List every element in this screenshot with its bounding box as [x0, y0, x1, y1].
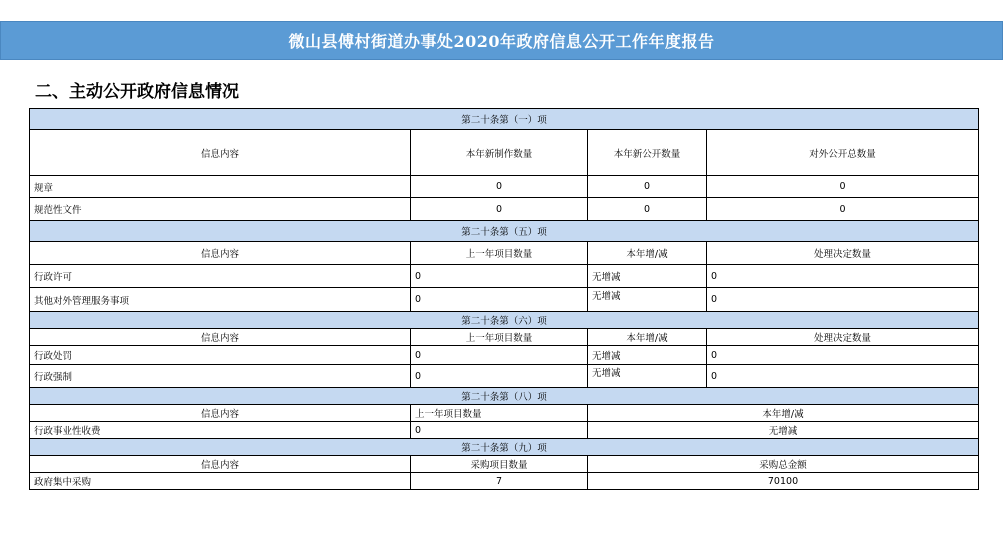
cell-value: 0: [707, 288, 979, 312]
section-row-art20-9: [30, 439, 979, 456]
header-cell: 上一年项目数量: [411, 329, 588, 346]
row-label: 行政许可: [30, 265, 411, 288]
cell-value: 0: [411, 198, 588, 221]
table-row: [30, 288, 979, 312]
row-label: 政府集中采购: [30, 473, 411, 490]
header-cell: 采购项目数量: [411, 456, 588, 473]
section-title: 第二十条第（九）项: [30, 439, 979, 456]
cell-value: 无增减: [588, 346, 707, 365]
cell-value: 无增减: [588, 265, 707, 288]
report-title: 微山县傅村街道办事处2020年政府信息公开工作年度报告: [288, 32, 715, 51]
cell-value: 70100: [588, 473, 979, 490]
cell-value: 0: [707, 346, 979, 365]
header-cell: 处理决定数量: [707, 242, 979, 265]
header-cell: 采购总金额: [588, 456, 979, 473]
disclosure-table: [29, 108, 979, 490]
header-cell: 本年新制作数量: [411, 130, 588, 176]
row-label: 规章: [30, 176, 411, 198]
row-label: 行政事业性收费: [30, 422, 411, 439]
section-row-art20-6: [30, 312, 979, 329]
row-label: 规范性文件: [30, 198, 411, 221]
cell-value: 0: [707, 198, 979, 221]
cell-value: 0: [707, 265, 979, 288]
header-cell: 本年增/减: [588, 329, 707, 346]
section-title: 第二十条第（五）项: [30, 221, 979, 242]
table-row: [30, 346, 979, 365]
header-cell: 信息内容: [30, 329, 411, 346]
row-label: 其他对外管理服务事项: [30, 288, 411, 312]
cell-value: 0: [411, 265, 588, 288]
row-label: 行政处罚: [30, 346, 411, 365]
header-row: [30, 329, 979, 346]
cell-value: 0: [588, 198, 707, 221]
header-row: [30, 456, 979, 473]
cell-value: 7: [411, 473, 588, 490]
header-cell: 本年增/减: [588, 405, 979, 422]
header-cell: 本年新公开数量: [588, 130, 707, 176]
header-cell: 处理决定数量: [707, 329, 979, 346]
header-cell: 上一年项目数量: [411, 242, 588, 265]
cell-value: 0: [411, 365, 588, 388]
section-row-art20-1: [30, 109, 979, 130]
table-row: [30, 176, 979, 198]
cell-value: 无增减: [588, 288, 707, 312]
cell-value: 0: [411, 176, 588, 198]
section-row-art20-5: [30, 221, 979, 242]
header-cell: 信息内容: [30, 130, 411, 176]
header-cell: 上一年项目数量: [411, 405, 588, 422]
table-row: [30, 365, 979, 388]
section-title: 第二十条第（一）项: [30, 109, 979, 130]
cell-value: 0: [411, 422, 588, 439]
section-heading: 二、主动公开政府信息情况: [35, 82, 239, 102]
header-cell: 信息内容: [30, 242, 411, 265]
table-row: [30, 198, 979, 221]
cell-value: 0: [411, 346, 588, 365]
row-label: 行政强制: [30, 365, 411, 388]
section-row-art20-8: [30, 388, 979, 405]
cell-value: 无增减: [588, 422, 979, 439]
section-title: 第二十条第（六）项: [30, 312, 979, 329]
cell-value: 0: [411, 288, 588, 312]
header-row: [30, 130, 979, 176]
section-title: 第二十条第（八）项: [30, 388, 979, 405]
header-cell: 本年增/减: [588, 242, 707, 265]
cell-value: 无增减: [588, 365, 707, 388]
header-cell: 信息内容: [30, 405, 411, 422]
cell-value: 0: [707, 365, 979, 388]
report-title-banner: [0, 21, 1003, 60]
table-row: [30, 473, 979, 490]
header-cell: 对外公开总数量: [707, 130, 979, 176]
header-row: [30, 242, 979, 265]
header-row: [30, 405, 979, 422]
table-row: [30, 265, 979, 288]
table-row: [30, 422, 979, 439]
cell-value: 0: [707, 176, 979, 198]
cell-value: 0: [588, 176, 707, 198]
header-cell: 信息内容: [30, 456, 411, 473]
